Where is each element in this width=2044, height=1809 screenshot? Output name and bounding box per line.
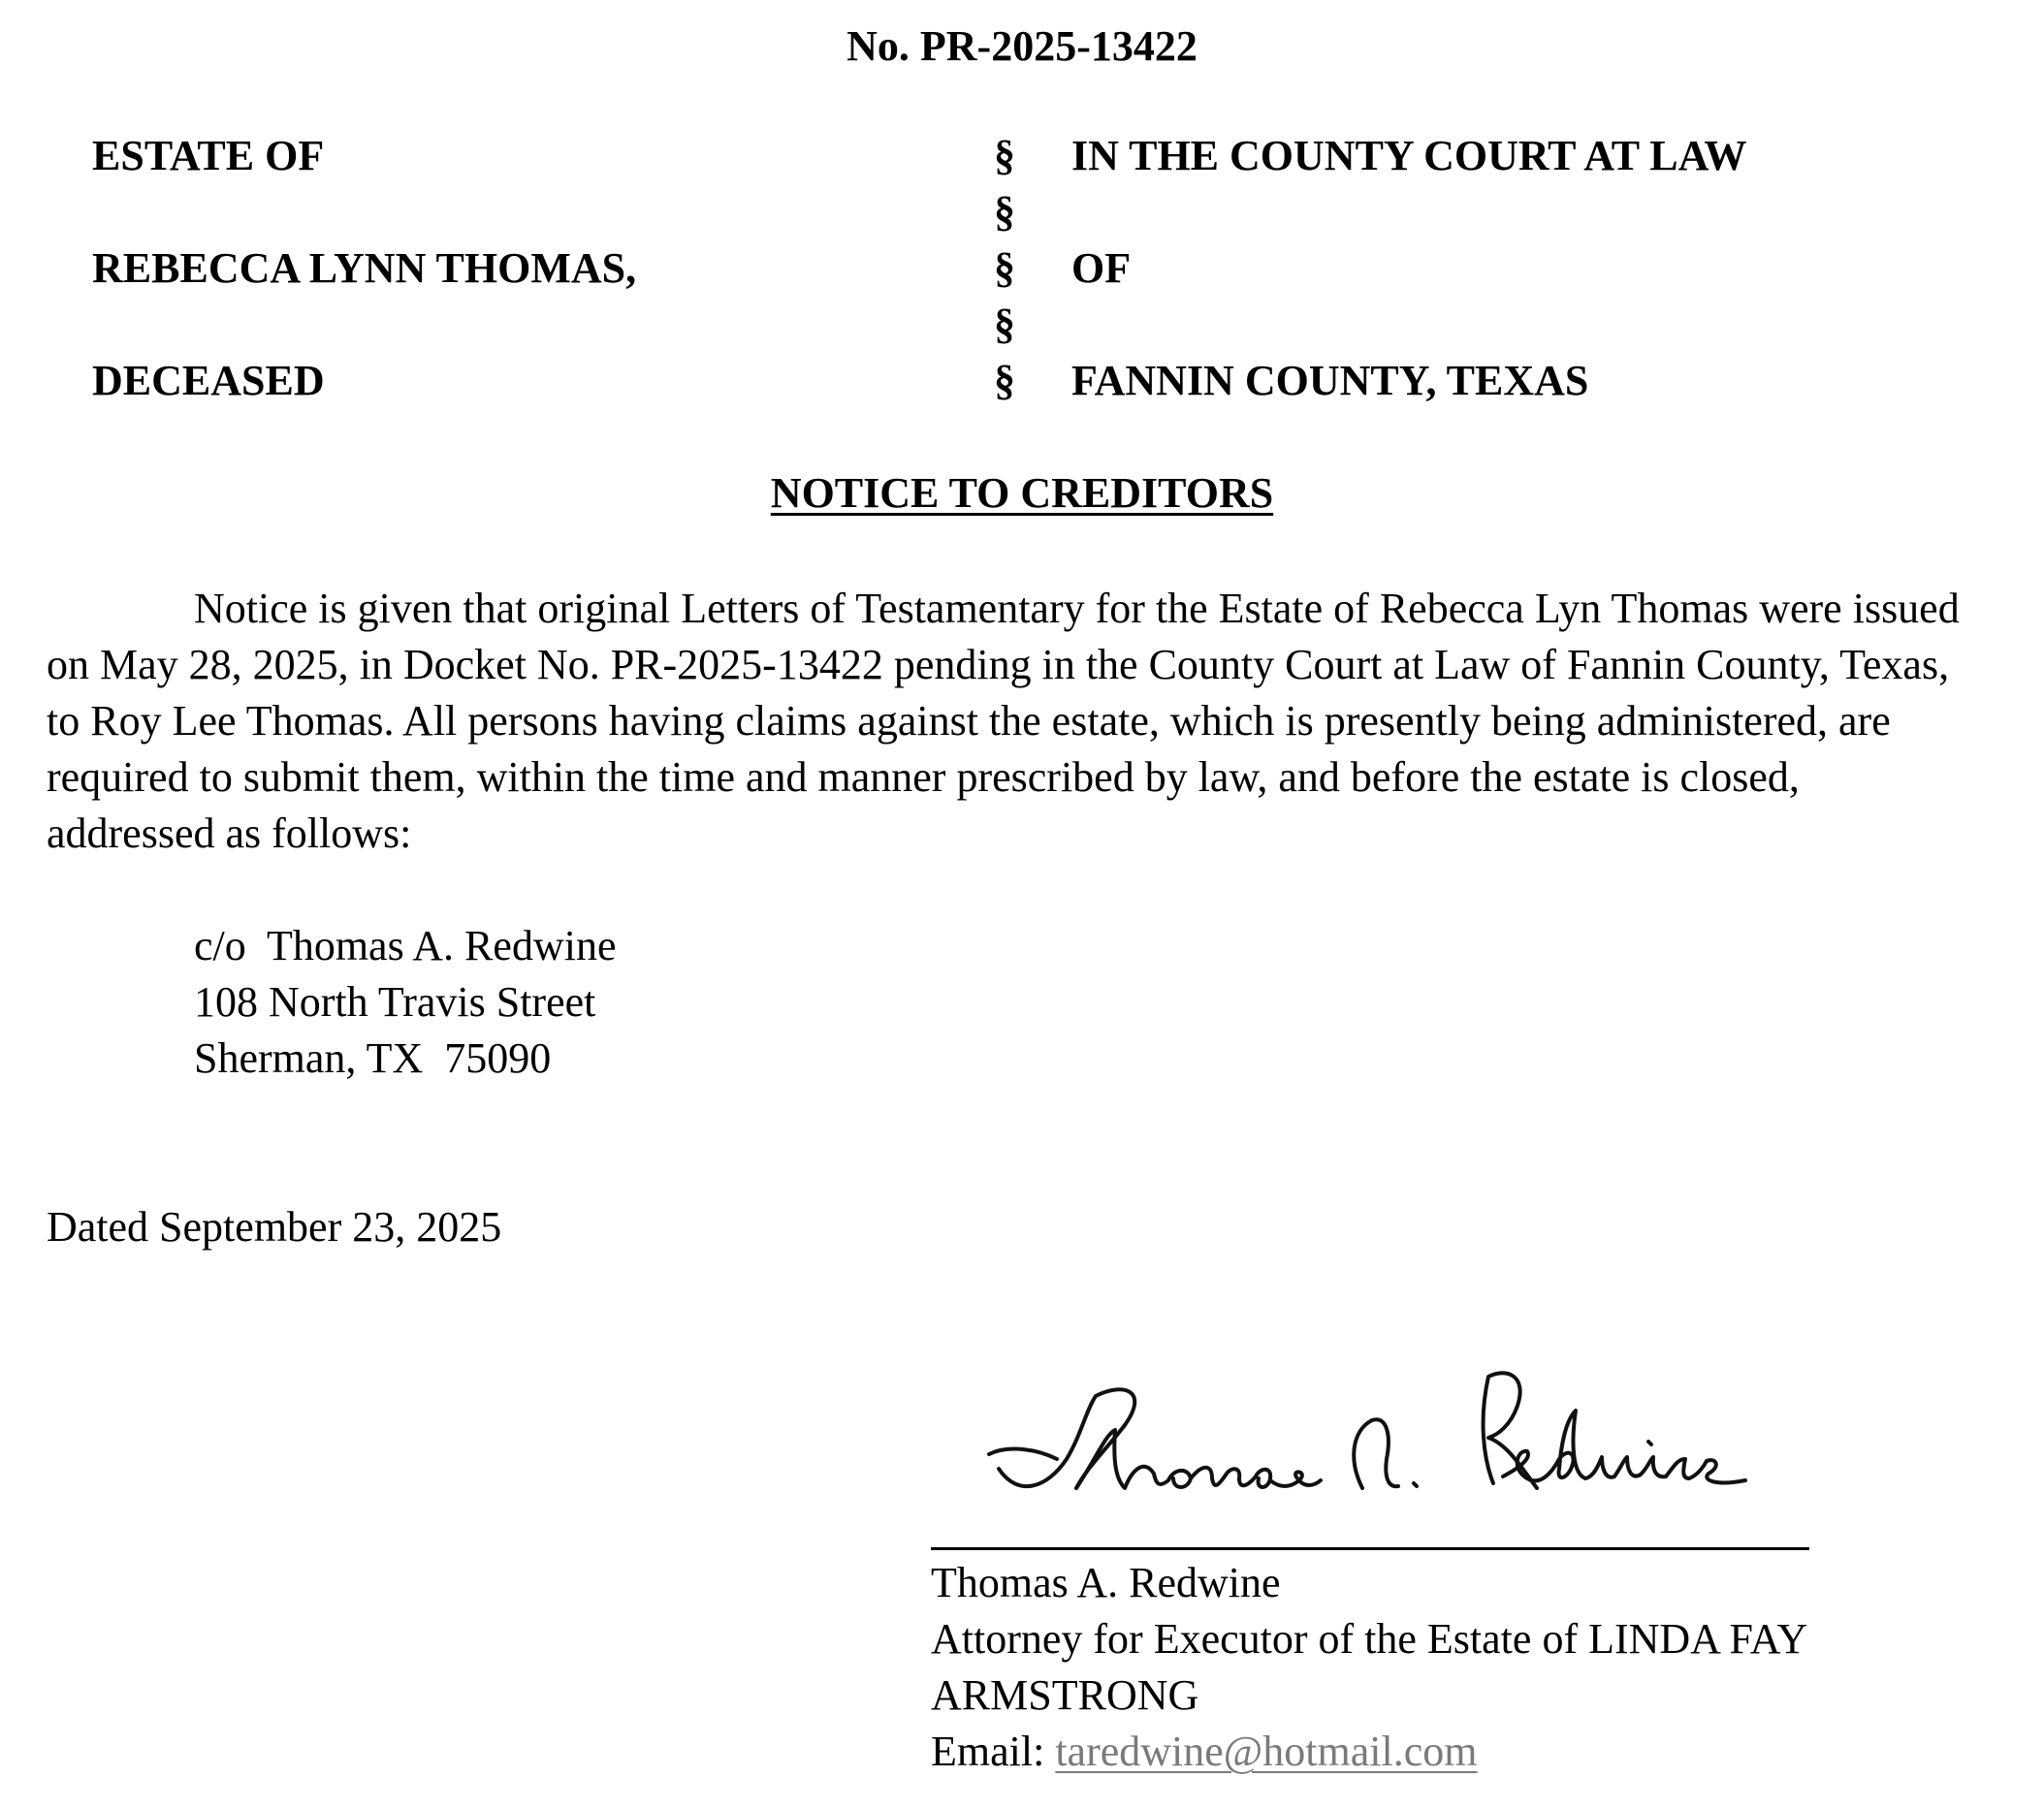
claims-address (194, 918, 616, 1087)
caption-county: FANNIN COUNTY, TEXAS (1071, 357, 1589, 404)
section-mark: § (994, 301, 1015, 348)
signer-email (931, 1724, 1997, 1780)
dated-line: Dated September 23, 2025 (47, 1203, 502, 1251)
signer-name: Thomas A. Redwine (931, 1559, 1281, 1606)
address-line: c/o Thomas A. Redwine (194, 922, 617, 969)
signer-title-continued: ARMSTRONG (931, 1671, 1199, 1719)
document-title-text: NOTICE TO CREDITORS (770, 469, 1274, 517)
signature-line (931, 1547, 1809, 1550)
section-mark: § (994, 244, 1015, 292)
section-mark: § (994, 357, 1015, 404)
caption-court-of: OF (1071, 244, 1132, 292)
email-label: Email: (931, 1728, 1056, 1775)
address-line: 108 North Travis Street (194, 978, 596, 1026)
handwritten-signature (979, 1352, 1774, 1527)
address-line: Sherman, TX 75090 (194, 1034, 552, 1082)
caption-estate-of: ESTATE OF (92, 132, 325, 179)
email-link[interactable]: taredwine@hotmail.com (1055, 1728, 1478, 1775)
signature-block (931, 1555, 1997, 1780)
section-mark: § (994, 188, 1015, 236)
notice-body (47, 581, 1976, 862)
section-mark: § (994, 132, 1015, 179)
caption-court-line: IN THE COUNTY COURT AT LAW (1071, 132, 1747, 179)
case-caption (0, 128, 2044, 419)
case-number: No. PR-2025-13422 (846, 22, 1198, 70)
notice-body-text: Notice is given that original Letters of Testamentary for the Estate of Rebecca Lyn Thomas were issued on May 28, 2025, in Docket No. PR-2025-13422 pending in the County Court at Law of Fannin County, Texas, to Roy Lee Thomas. All persons having claims against the estate, which is presently being administered, are required to submit them, within the time and manner prescribed by law, and before the estate is closed, addressed as follows: (47, 585, 1960, 857)
document-title (0, 465, 2044, 522)
caption-deceased: DECEASED (92, 357, 325, 404)
signer-title: Attorney for Executor of the Estate of LINDA FAY (931, 1615, 1808, 1663)
caption-decedent-name: REBECCA LYNN THOMAS, (92, 244, 637, 292)
